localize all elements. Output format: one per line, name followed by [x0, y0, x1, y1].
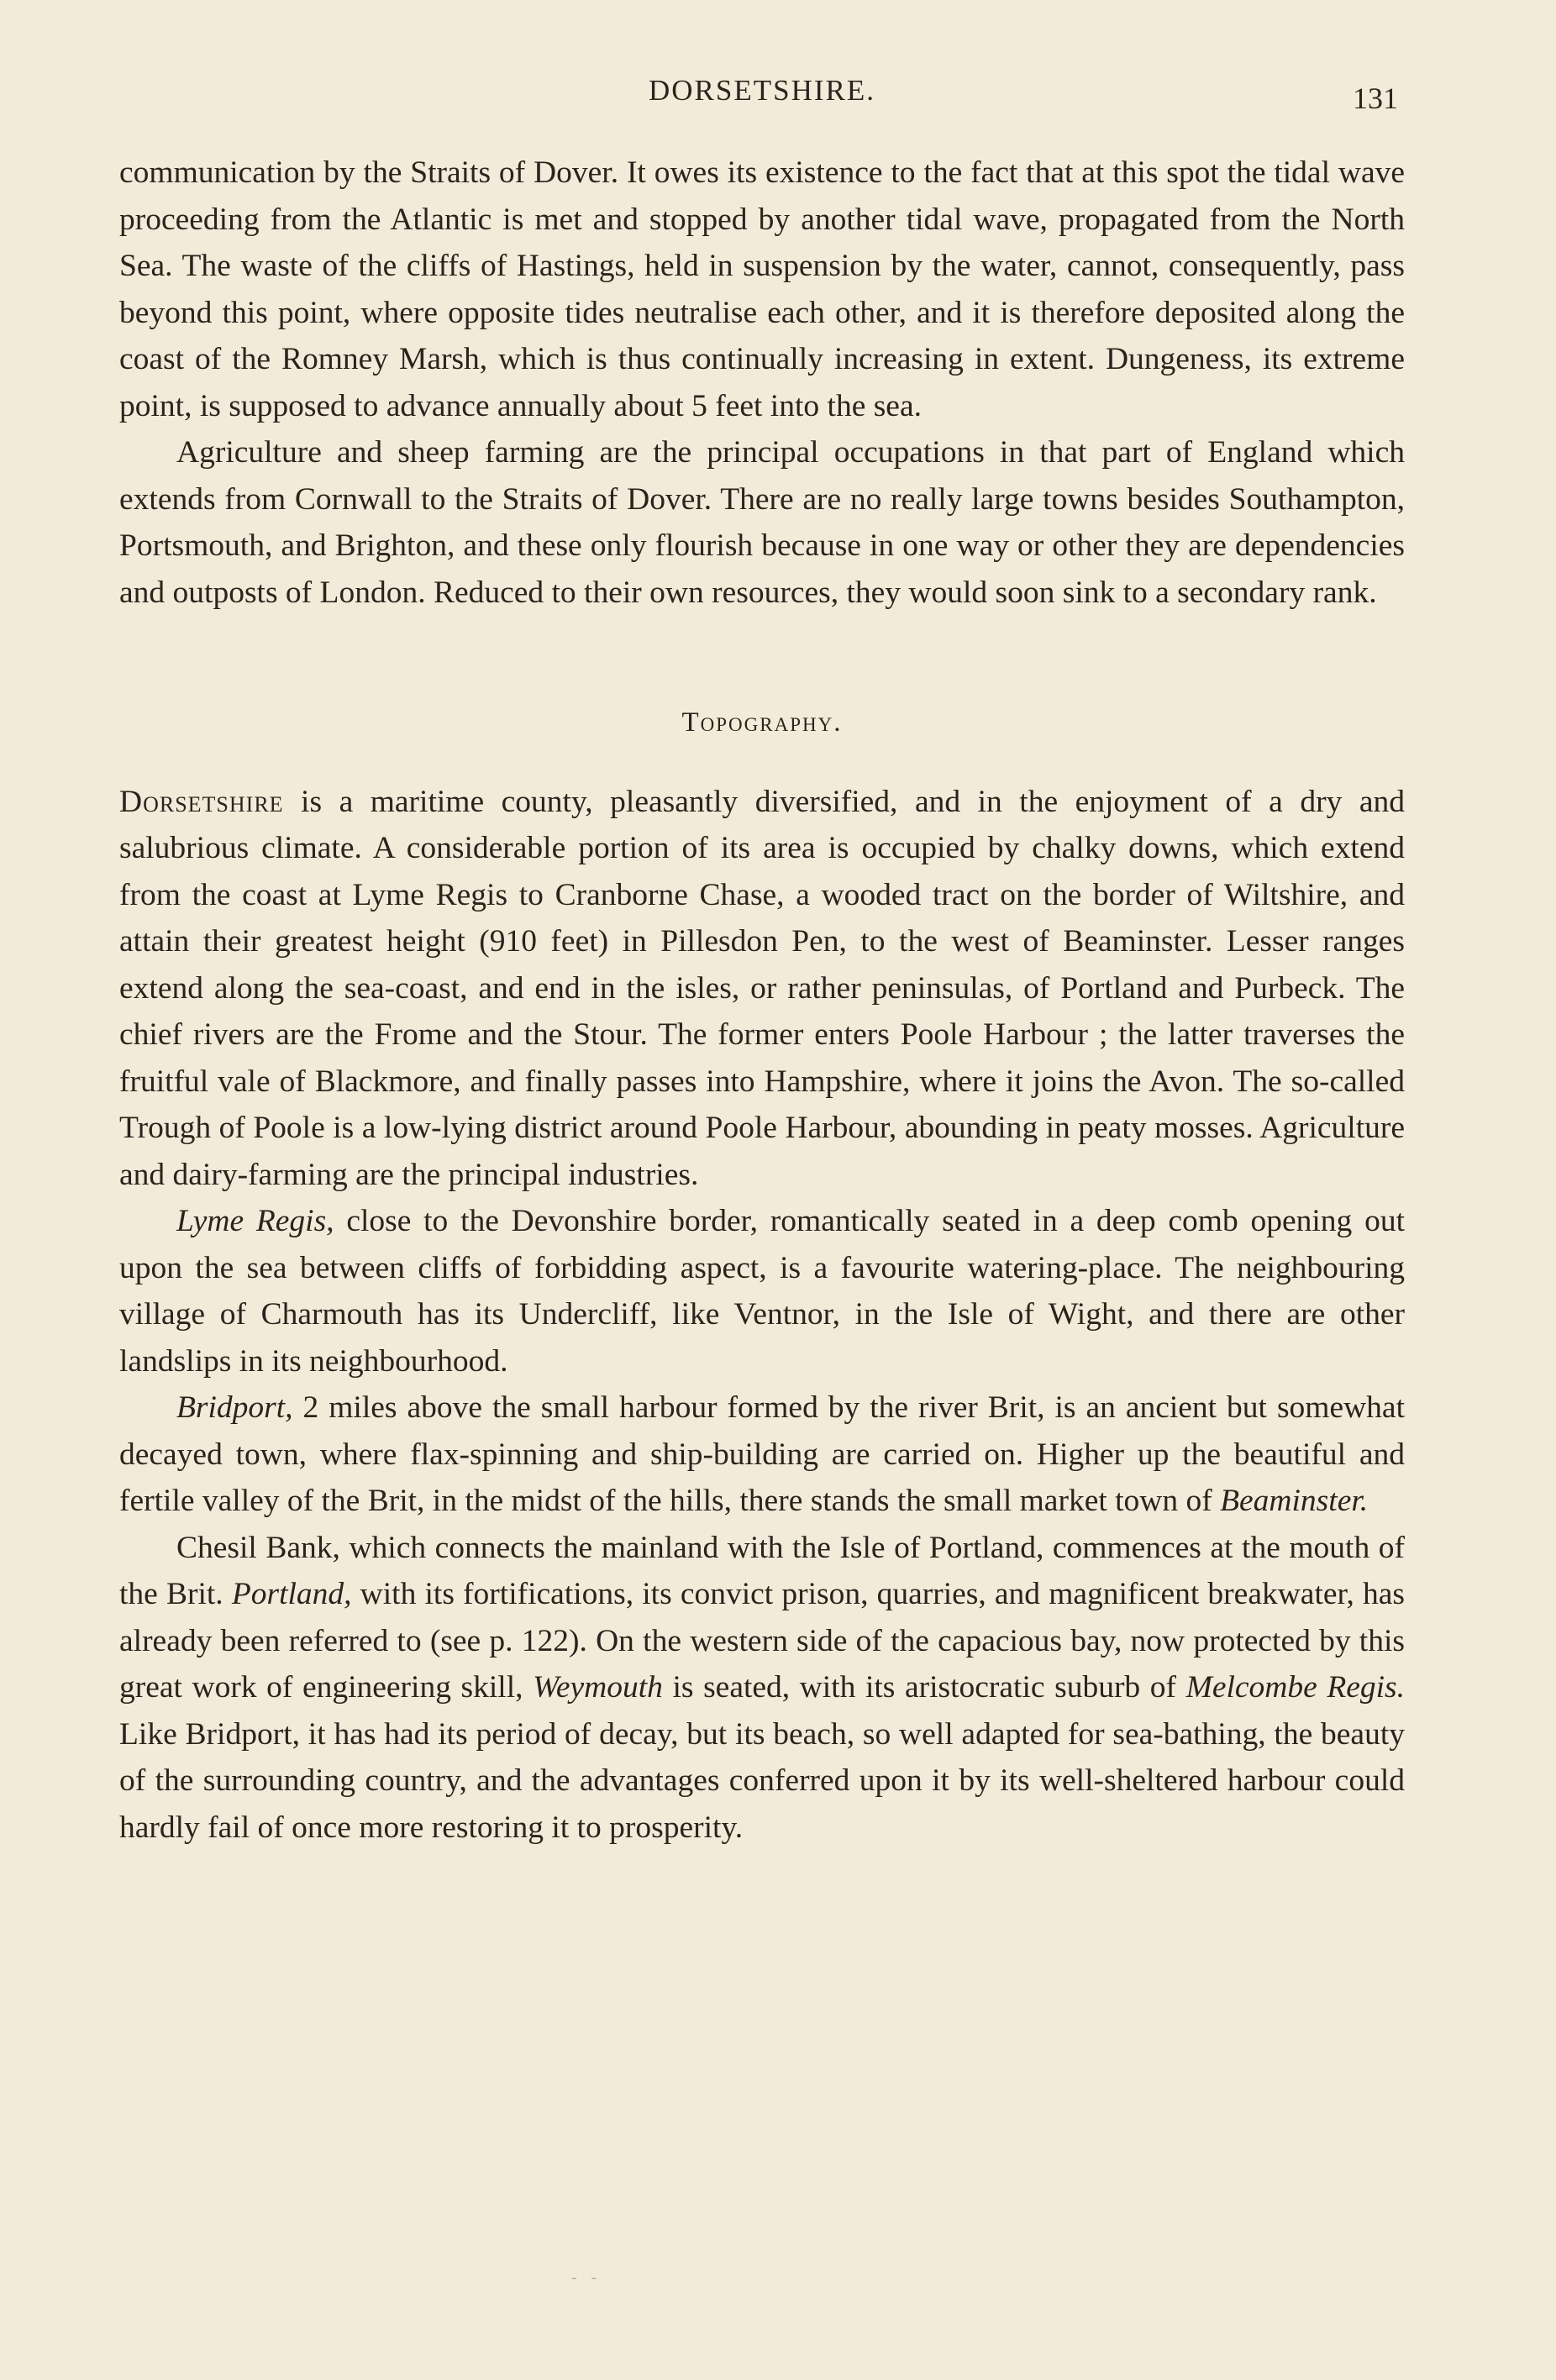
- place-lyme-regis: Lyme Regis,: [176, 1204, 334, 1238]
- place-melcombe-regis: Melcombe Regis.: [1185, 1670, 1406, 1705]
- place-portland: Portland,: [231, 1577, 352, 1611]
- paragraph-chesil-bank: [119, 1525, 1405, 1852]
- paragraph-chesil-bank-text-a: Chesil Bank, which connects the mainland with the Isle of Portland, commences at the mouth of the Brit.: [119, 1530, 1405, 1611]
- paragraph-chesil-bank-text-d: Like Bridport, it has had its period of decay, but its beach, so well adapted for sea-bathing, the beauty of the surrounding country, and the advantages conferred upon it by its well-sheltered harbour could hardly fail of once more restoring it to prosperity.: [119, 1716, 1405, 1845]
- paragraph-dorsetshire: [119, 779, 1405, 1199]
- paragraph-dorsetshire-text: is a maritime county, pleasantly diversified, and in the enjoyment of a dry and salubrious climate. A considerable portion of its area is occupied by chalky downs, which extend from the coast at Lyme Regis to Cranborne Chase, a wooded tract on the border of Wiltshire, and attain their greatest height (910 feet) in Pillesdon Pen, to the west of Beaminster. Lesser ranges extend along the sea-coast, and end in the isles, or rather peninsulas, of Portland and Purbeck. The chief rivers are the Frome and the Stour. The former enters Poole Harbour ; the latter traverses the fruitful vale of Blackmore, and finally passes into Hampshire, where it joins the Avon. The so-called Trough of Poole is a low-lying district around Poole Harbour, abounding in peaty mosses. Agriculture and dairy-farming are the principal industries.: [119, 784, 1405, 1192]
- footer-mark: - -: [571, 2268, 602, 2287]
- paragraph-lyme-regis-text: close to the Devonshire border, romantically seated in a deep comb opening out upon the sea between cliffs of forbidding aspect, is a favourite watering-place. The neighbouring village of Charmouth has its Undercliff, like Ventnor, in the Isle of Wight, and there are other landslips in its neighbourhood.: [119, 1204, 1405, 1379]
- county-name: Dorsetshire: [119, 784, 284, 819]
- section-heading: Topography.: [681, 707, 843, 738]
- place-beaminster: Beaminster.: [1220, 1484, 1369, 1518]
- paragraph-chesil-bank-text-b: with its fortifications, its convict prison, quarries, and magnificent breakwater, has already been referred to (see p. 122). On the western side of the capacious bay, now protected by this great work of engineering skill,: [119, 1577, 1405, 1705]
- page-number: 131: [1353, 81, 1398, 115]
- paragraph-chesil-bank-text-c: is seated, with its aristocratic suburb of: [662, 1670, 1186, 1705]
- running-title: DORSETSHIRE.: [649, 74, 875, 107]
- body-text: [119, 150, 1405, 1851]
- paragraph-bridport-text: 2 miles above the small harbour formed by the river Brit, is an ancient but somewhat decayed town, where flax-spinning and ship-building are carried on. Higher up the beautiful and fertile valley of the Brit, in the midst of the hills, there stands the small market town of: [119, 1390, 1405, 1518]
- paragraph-bridport: [119, 1384, 1405, 1525]
- paragraph-lyme-regis: [119, 1198, 1405, 1384]
- running-head: [119, 0, 1405, 150]
- place-bridport: Bridport,: [176, 1390, 293, 1425]
- place-weymouth: Weymouth: [533, 1670, 663, 1705]
- paragraph-straits-of-dover: communication by the Straits of Dover. It owes its existence to the fact that at this spot the tidal wave proceeding from the Atlantic is met and stopped by another tidal wave, propagated from the North Sea. The waste of the cliffs of Hastings, held in suspension by the water, cannot, consequently, pass beyond this point, where opposite tides neutralise each other, and it is therefore deposited along the coast of the Romney Marsh, which is thus continually increasing in extent. Dungeness, its extreme point, is supposed to advance annually about 5 feet into the sea.: [119, 155, 1405, 423]
- paragraph-agriculture: Agriculture and sheep farming are the principal occupations in that part of England which extends from Cornwall to the Straits of Dover. There are no really large towns besides Southampton, Portsmouth, and Brighton, and these only flourish because in one way or other they are dependencies and outposts of London. Reduced to their own resources, they would soon sink to a secondary rank.: [119, 435, 1405, 610]
